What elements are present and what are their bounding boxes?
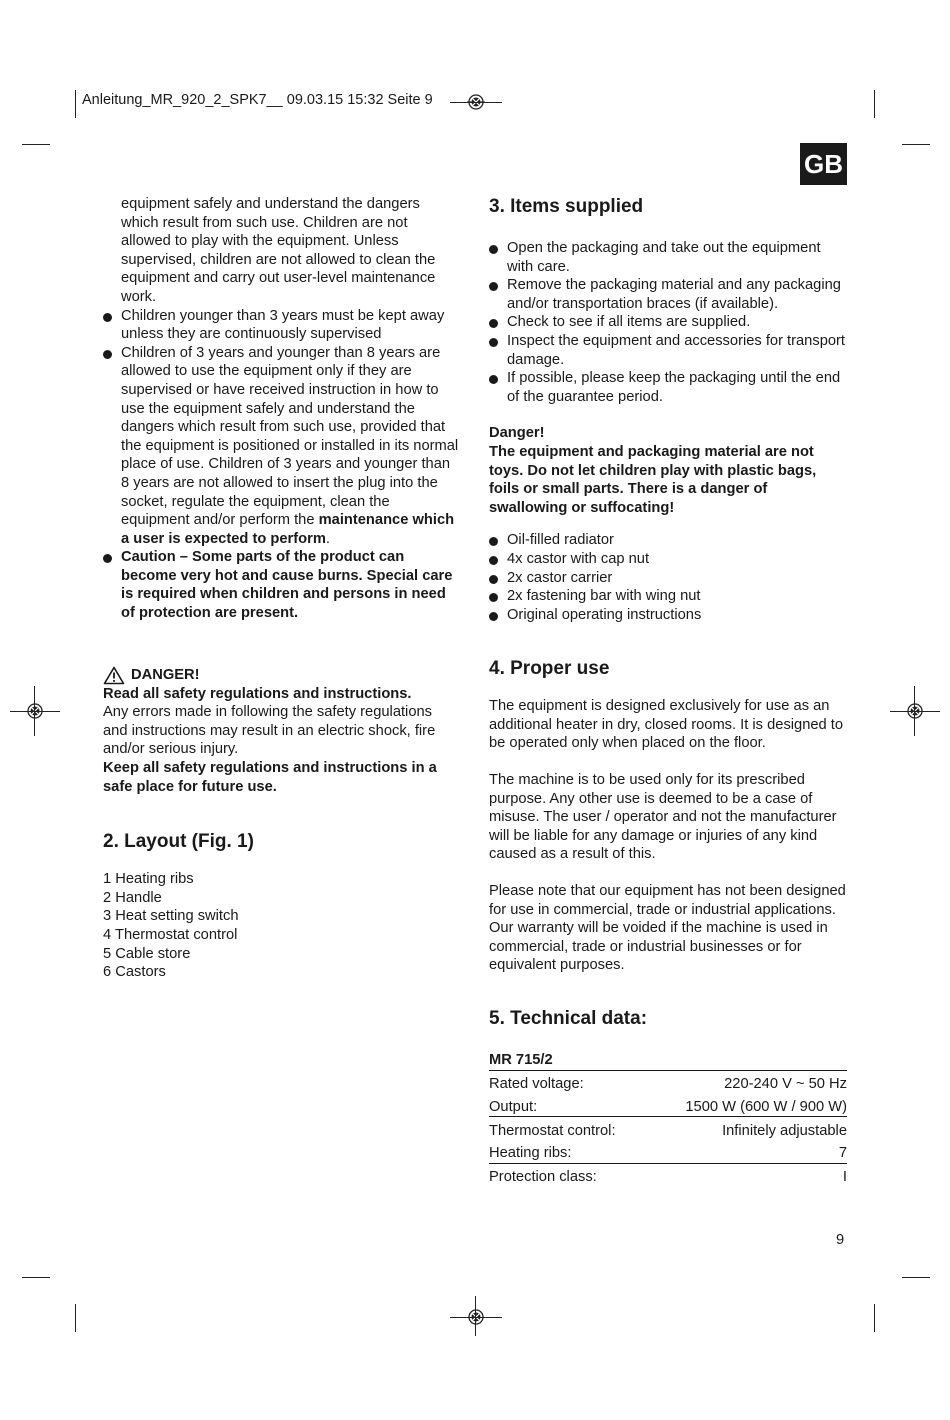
- spec-value: 220-240 V ~ 50 Hz: [724, 1076, 847, 1092]
- bullet-bold-text: maintenance which a user is expected to perform: [121, 512, 455, 547]
- list-item: Caution – Some parts of the product can become very hot and cause burns. Special care is required when children and persons in need of protection are present.: [103, 548, 459, 622]
- bullet-text: Children of 3 years and younger than 8 years are allowed to use the equipment only if they are supervised or have received instruction in how to use the equipment safely and understand the dangers which result from such use, provided that the equipment is positioned or installed in its normal place of use. Children of 3 years and younger than 8 years are not allowed to insert the plug into the socket, regulate the equipment, clean the equipment and/or perform the: [121, 344, 459, 529]
- list-item: 4x castor with cap nut: [489, 550, 849, 569]
- spec-value: 7: [646, 1140, 847, 1163]
- crop-mark: [22, 144, 50, 145]
- print-slug: Anleitung_MR_920_2_SPK7__ 09.03.15 15:32 Seite 9: [82, 92, 433, 108]
- danger-label: Danger!: [489, 425, 545, 442]
- danger-keep-text: Keep all safety regulations and instructions in a safe place for future use.: [103, 760, 437, 795]
- proper-use-paragraph: The equipment is designed exclusively for use as an additional heater in dry, closed rooms. It is designed to be operated only when placed on the floor.: [489, 698, 844, 752]
- danger-bold-line: Read all safety regulations and instructions.: [103, 685, 412, 702]
- list-item: [103, 344, 459, 549]
- items-supplied-heading: 3. Items supplied: [489, 196, 644, 217]
- list-item: Open the packaging and take out the equipment with care.: [489, 239, 849, 276]
- warning-triangle-icon: [103, 666, 125, 685]
- contents-bullets: [489, 531, 849, 624]
- bullet-tail: .: [325, 530, 330, 547]
- model-cell: MR 715/2: [489, 1047, 847, 1070]
- registration-line: [450, 102, 502, 103]
- danger-warning-text: The equipment and packaging material are not toys. Do not let children play with plastic bags, foils or small parts. There is a danger of swallowing or suffocating!: [489, 443, 817, 516]
- left-column: [103, 195, 459, 982]
- intro-continued: equipment safely and understand the dangers which result from such use. Children are not allowed to play with the equipment. Unless supervised, children are not allowed to clean the equipment and carry out user-level maintenance work.: [121, 196, 436, 305]
- unpacking-bullets: [489, 239, 849, 406]
- registration-line: [10, 711, 60, 712]
- table-row: [489, 1117, 847, 1140]
- page-number: 9: [836, 1232, 845, 1248]
- crop-mark: [902, 1277, 930, 1278]
- crop-mark: [874, 1304, 875, 1332]
- list-item: 4 Thermostat control: [103, 927, 238, 943]
- crop-mark: [75, 1304, 76, 1332]
- spec-label: Heating ribs:: [489, 1140, 646, 1163]
- proper-use-heading: 4. Proper use: [489, 658, 610, 680]
- spec-label: Thermostat control:: [489, 1122, 616, 1139]
- language-badge: GB: [800, 143, 847, 185]
- spec-value: 1500 W (600 W / 900 W): [646, 1094, 847, 1117]
- registration-line: [890, 711, 940, 712]
- list-item: 2 Handle: [103, 889, 162, 906]
- list-item: Oil-filled radiator: [489, 531, 849, 550]
- crop-mark: [902, 144, 930, 145]
- list-item: 6 Castors: [103, 964, 166, 981]
- spec-label: Rated voltage:: [489, 1076, 584, 1092]
- spec-value: Infinitely adjustable: [722, 1122, 847, 1139]
- table-row: [489, 1070, 847, 1093]
- list-item: Original operating instructions: [489, 606, 849, 625]
- technical-data-heading: 5. Technical data:: [489, 1008, 648, 1029]
- table-row: [489, 1163, 847, 1186]
- list-item: 1 Heating ribs: [103, 871, 194, 888]
- crop-mark: [22, 1277, 50, 1278]
- list-item: If possible, please keep the packaging until the end of the guarantee period.: [489, 369, 849, 406]
- danger-text: Any errors made in following the safety regulations and instructions may result in an electric shock, fire and/or serious injury.: [103, 704, 436, 758]
- layout-list: [103, 870, 459, 982]
- crop-mark: [874, 90, 875, 118]
- registration-line: [450, 1317, 502, 1318]
- proper-use-paragraph: Please note that our equipment has not been designed for use in commercial, trade or industrial applications. Our warranty will be voided if the machine is used in commercial, trade or industrial businesses or for equivalent purposes.: [489, 883, 846, 974]
- safety-bullets: [103, 307, 459, 623]
- layout-heading: 2. Layout (Fig. 1): [103, 831, 254, 853]
- spec-label: Output:: [489, 1094, 646, 1117]
- list-item: 2x castor carrier: [489, 569, 849, 588]
- list-item: 2x fastening bar with wing nut: [489, 587, 849, 606]
- list-item: 5 Cable store: [103, 945, 191, 962]
- list-item: Children younger than 3 years must be kept away unless they are continuously supervised: [103, 307, 459, 344]
- table-row: [489, 1094, 847, 1117]
- list-item: Remove the packaging material and any packaging and/or transportation braces (if available).: [489, 276, 849, 313]
- proper-use-paragraph: The machine is to be used only for its prescribed purpose. Any other use is deemed to be a case of misuse. The user / operator and not the manufacturer will be liable for any damage or injuries of any kind caused as a result of this.: [489, 772, 837, 863]
- danger-title: DANGER!: [131, 666, 200, 683]
- technical-data-table: [489, 1047, 847, 1187]
- spec-value: I: [842, 1169, 847, 1186]
- list-item: Check to see if all items are supplied.: [489, 313, 849, 332]
- right-column: [489, 195, 849, 1187]
- danger-heading: [103, 666, 459, 685]
- table-row: [489, 1140, 847, 1163]
- spec-label: Protection class:: [489, 1169, 597, 1186]
- registration-line: [475, 1296, 476, 1336]
- crop-mark: [75, 90, 76, 118]
- list-item: Inspect the equipment and accessories for transport damage.: [489, 332, 849, 369]
- list-item: 3 Heat setting switch: [103, 908, 239, 925]
- table-row: [489, 1047, 847, 1070]
